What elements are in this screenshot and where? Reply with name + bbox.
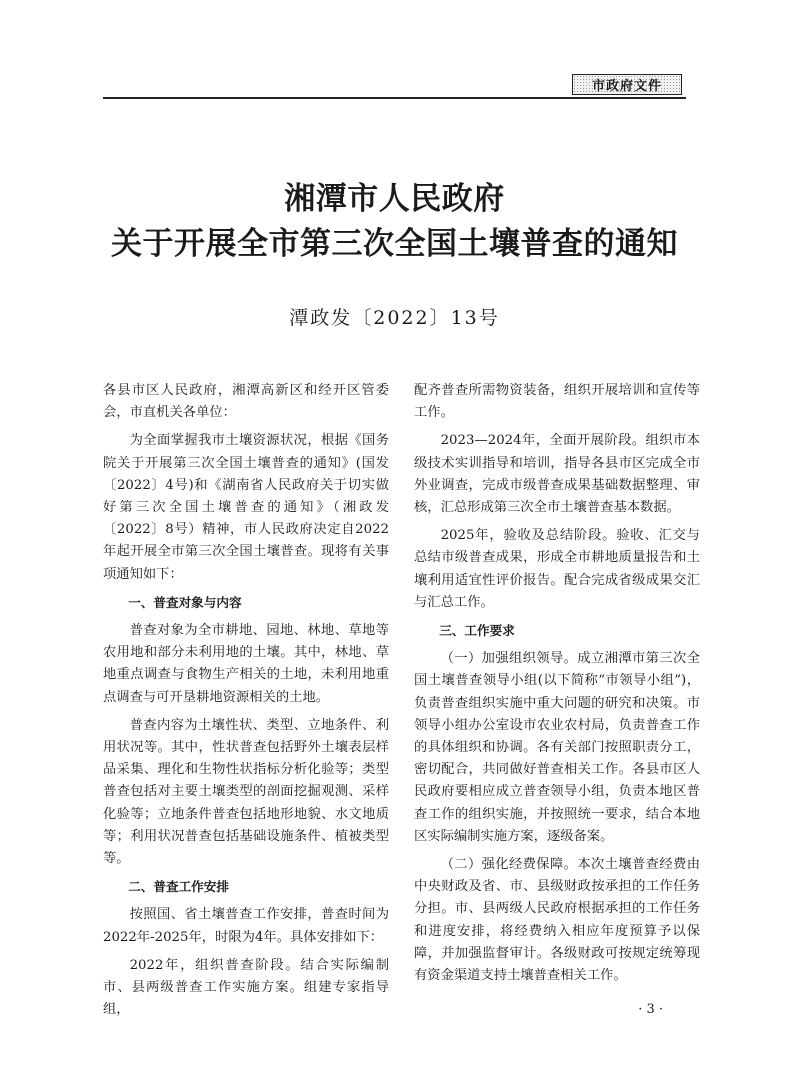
left-column xyxy=(103,380,389,1027)
header-rule xyxy=(103,97,686,99)
document-title-line1: 湘潭市人民政府 xyxy=(284,181,505,217)
document-number: 潭政发〔2022〕13号 xyxy=(289,307,500,329)
section-heading-3: 三、工作要求 xyxy=(439,623,515,639)
body-paragraph: 普查对象为全市耕地、园地、林地、草地等农用地和部分未利用地的土壤。其中，林地、草地重点调查与食物生产相关的土地，未利用地重点调查与可开垦耕地资源相关的土地。 xyxy=(103,623,389,705)
intro-paragraph: 为全面掌握我市土壤资源状况，根据《国务院关于开展第三次全国土壤普查的通知》(国发〔2022〕4号)和《湖南省人民政府关于切实做好第三次全国土壤普查的通知》（湘政发〔2022〕8号）精神，市人民政府决定自2022年起开展全市第三次全国土壤普查。现将有关事项通知如下： xyxy=(103,433,389,582)
page-number: · 3 · xyxy=(638,1002,663,1017)
section-heading-2: 二、普查工作安排 xyxy=(128,879,229,895)
body-paragraph: （二）强化经费保障。本次土壤普查经费由中央财政及省、市、县级财政按承担的工作任务分担。市、县两级人民政府根据承担的工作任务和进度安排，将经费纳入相应年度预算予以保障，并加强监督审计。各级财政可按规定统筹现有资金渠道支持土壤普查相关工作。 xyxy=(414,857,700,984)
body-paragraph: 按照国、省土壤普查工作安排，普查时间为2022年-2025年，时限为4年。具体安排如下： xyxy=(103,907,389,945)
body-paragraph: 普查内容为土壤性状、类型、立地条件、利用状况等。其中，性状普查包括野外土壤表层样品采集、理化和生物性状指标分析化验等；类型普查包括对主要土壤类型的剖面挖掘观测、采样化验等；立地条件普查包括地形地貌、水文地质等；利用状况普查包括基础设施条件、植被类型等。 xyxy=(103,717,389,867)
right-column xyxy=(414,380,700,993)
body-paragraph: 2022年，组织普查阶段。结合实际编制市、县两级普查工作实施方案。组建专家指导组， xyxy=(103,957,389,1018)
body-paragraph: 2025年，验收及总结阶段。验收、汇交与总结市级普查成果，形成全市耕地质量报告和土壤利用适宜性评价报告。配合完成省级成果交汇与汇总工作。 xyxy=(414,528,700,610)
document-title-line2: 关于开展全市第三次全国土壤普查的通知 xyxy=(111,226,678,262)
continued-paragraph: 配齐普查所需物资装备，组织开展培训和宣传等工作。 xyxy=(414,383,700,421)
section-heading-1: 一、普查对象与内容 xyxy=(128,594,242,610)
body-paragraph: （一）加强组织领导。成立湘潭市第三次全国土壤普查领导小组(以下简称“市领导小组”)，负责普查组织实施中重大问题的研究和决策。市领导小组办公室设市农业农村局，负责普查工作的具体组织和协调。各有关部门按照职责分工，密切配合，共同做好普查相关工作。各县市区人民政府要相应成立普查领导小组，负责本地区普查工作的组织实施，并按照统一要求，结合本地区实际编制实施方案，逐级备案。 xyxy=(414,651,700,844)
addressees-paragraph: 各县市区人民政府，湘潭高新区和经开区管委会，市直机关各单位： xyxy=(103,383,389,421)
section-tag: 市政府文件 xyxy=(572,74,682,95)
body-paragraph: 2023—2024年，全面开展阶段。组织市本级技术实训指导和培训，指导各县市区完成全市外业调查，完成市级普查成果基础数据整理、审核，汇总形成第三次全市土壤普查基本数据。 xyxy=(414,433,700,516)
